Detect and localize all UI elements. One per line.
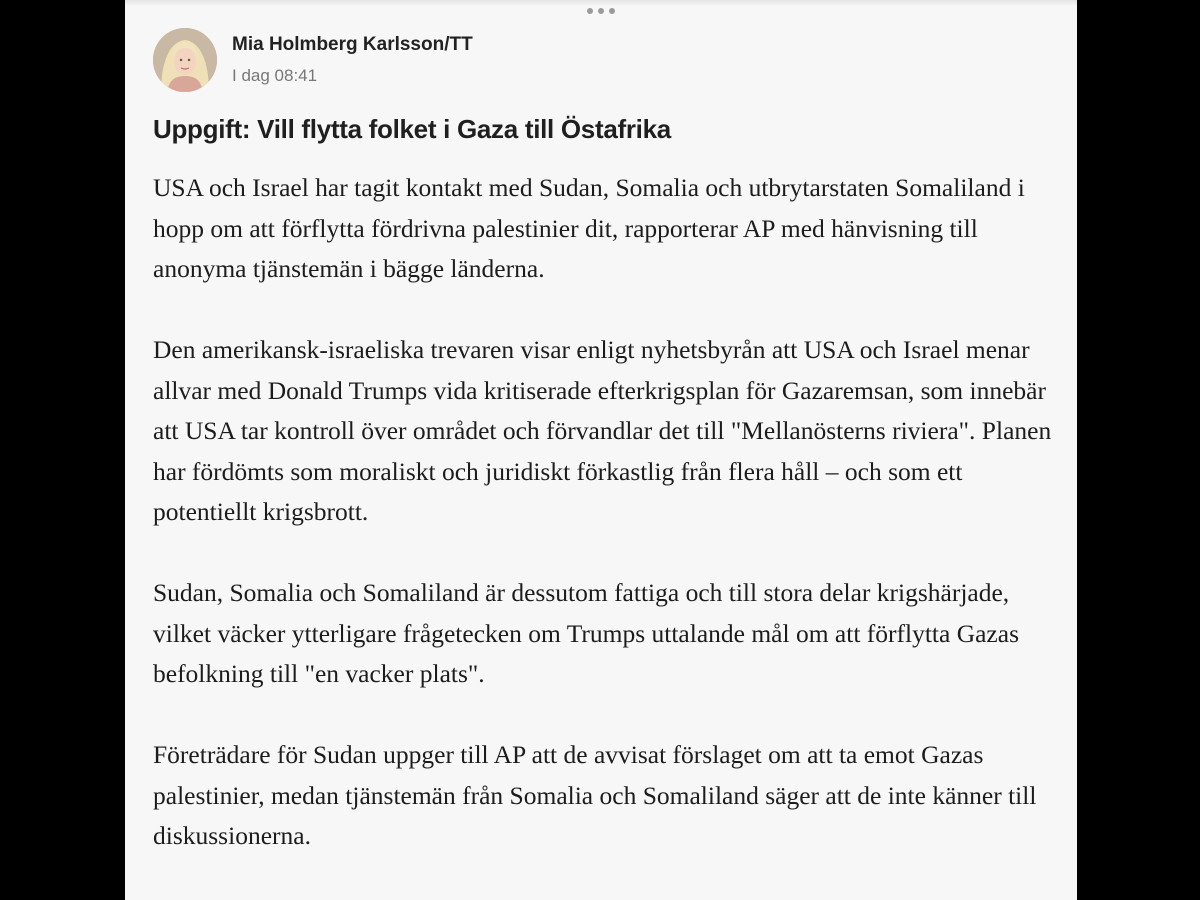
- avatar[interactable]: [153, 28, 217, 92]
- article-paragraph: Företrädare för Sudan uppger till AP att de avvisat förslaget om att ta emot Gazas palestinier, medan tjänstemän från Somalia och Somaliland säger att de inte känner till diskussionerna.: [153, 740, 1037, 850]
- article-paragraph: Den amerikansk-israeliska trevaren visar enligt nyhetsbyrån att USA och Israel menar allvar med Donald Trumps vida kritiserade efterkrigsplan för Gazaremsan, som innebär att USA tar kontroll över området och förvandlar det till "Mellanösterns riviera". Planen har fördömts som moraliskt och juridiskt förkastlig från flera håll – och som ett potentiellt krigsbrott.: [153, 335, 1052, 526]
- post-timestamp: I dag 08:41: [232, 66, 318, 85]
- avatar-image: [153, 28, 217, 92]
- article-paragraph: USA och Israel har tagit kontakt med Sudan, Somalia och utbrytarstaten Somaliland i hopp om att förflytta fördrivna palestinier dit, rapporterar AP med hänvisning till anonyma tjänstemän i bägge länderna.: [153, 173, 1025, 283]
- article-body: [153, 168, 1058, 897]
- article-headline: Uppgift: Vill flytta folket i Gaza till Östafrika: [153, 114, 671, 144]
- dot: [609, 8, 615, 14]
- article-paragraph: Sudan, Somalia och Somaliland är dessutom fattiga och till stora delar krigshärjade, vilket väcker ytterligare frågetecken om Trumps uttalande mål om att förflytta Gazas befolkning till "en vacker plats".: [153, 578, 1019, 688]
- post-card: [125, 0, 1077, 900]
- more-options-icon[interactable]: [587, 5, 615, 17]
- dot: [587, 8, 593, 14]
- author-name[interactable]: Mia Holmberg Karlsson/TT: [232, 34, 473, 55]
- dot: [598, 8, 604, 14]
